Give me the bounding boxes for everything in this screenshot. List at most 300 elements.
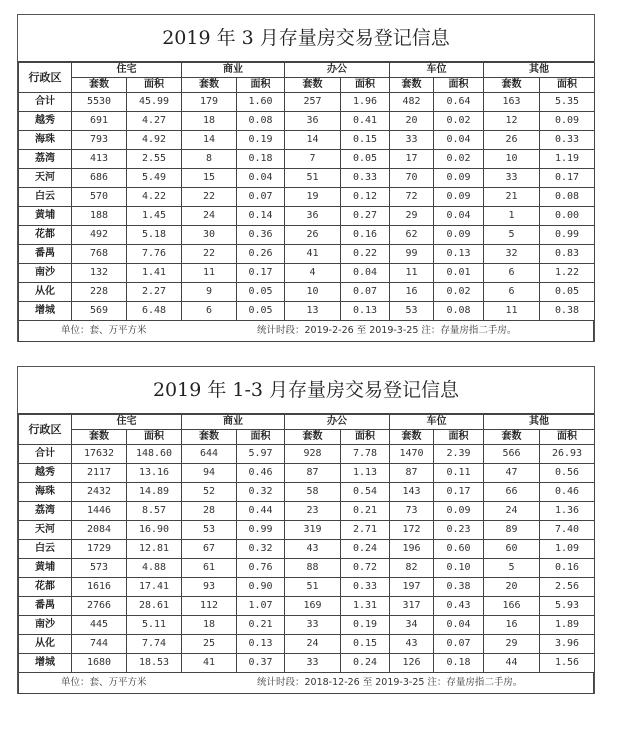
count-cell: 1 [484, 207, 540, 226]
area-cell: 0.00 [540, 207, 595, 226]
count-cell: 61 [182, 559, 237, 578]
count-cell: 87 [390, 464, 434, 483]
count-cell: 41 [285, 245, 341, 264]
area-cell: 7.74 [127, 635, 182, 654]
area-cell: 0.15 [341, 635, 390, 654]
count-cell: 126 [390, 654, 434, 673]
count-cell: 5 [484, 559, 540, 578]
count-cell: 93 [182, 578, 237, 597]
area-cell: 0.13 [237, 635, 285, 654]
area-cell: 0.46 [540, 483, 595, 502]
area-cell: 0.90 [237, 578, 285, 597]
count-cell: 26 [285, 226, 341, 245]
table-title: 2019 年 3 月存量房交易登记信息 [18, 15, 594, 62]
count-cell: 33 [390, 131, 434, 150]
area-cell: 1.07 [237, 597, 285, 616]
region-name: 荔湾 [19, 502, 72, 521]
area-cell: 5.35 [540, 93, 595, 112]
area-cell: 0.54 [341, 483, 390, 502]
count-cell: 1616 [72, 578, 127, 597]
area-cell: 1.60 [237, 93, 285, 112]
area-cell: 0.12 [341, 188, 390, 207]
area-cell: 0.05 [237, 283, 285, 302]
count-cell: 14 [182, 131, 237, 150]
count-column-header: 套数 [484, 78, 540, 93]
count-cell: 88 [285, 559, 341, 578]
count-cell: 36 [285, 207, 341, 226]
area-cell: 0.43 [434, 597, 484, 616]
count-column-header: 套数 [182, 430, 237, 445]
quarterly-transaction-table [18, 414, 595, 673]
count-cell: 11 [390, 264, 434, 283]
area-cell: 0.32 [237, 483, 285, 502]
region-name: 花都 [19, 226, 72, 245]
area-cell: 5.11 [127, 616, 182, 635]
count-cell: 43 [285, 540, 341, 559]
area-cell: 0.04 [341, 264, 390, 283]
count-cell: 18 [182, 616, 237, 635]
count-cell: 22 [182, 188, 237, 207]
area-cell: 0.14 [237, 207, 285, 226]
count-cell: 44 [484, 654, 540, 673]
region-name: 荔湾 [19, 150, 72, 169]
area-cell: 0.17 [237, 264, 285, 283]
count-cell: 228 [72, 283, 127, 302]
count-cell: 793 [72, 131, 127, 150]
area-cell: 0.07 [341, 283, 390, 302]
area-cell: 6.48 [127, 302, 182, 321]
region-name: 海珠 [19, 131, 72, 150]
area-cell: 28.61 [127, 597, 182, 616]
area-cell: 0.09 [434, 188, 484, 207]
count-cell: 23 [285, 502, 341, 521]
area-cell: 5.49 [127, 169, 182, 188]
area-column-header: 面积 [127, 78, 182, 93]
area-cell: 1.22 [540, 264, 595, 283]
area-cell: 8.57 [127, 502, 182, 521]
count-cell: 112 [182, 597, 237, 616]
area-cell: 0.10 [434, 559, 484, 578]
count-cell: 34 [390, 616, 434, 635]
table-row [19, 445, 595, 464]
region-name: 番禺 [19, 597, 72, 616]
area-cell: 0.41 [341, 112, 390, 131]
count-cell: 482 [390, 93, 434, 112]
region-name: 南沙 [19, 616, 72, 635]
count-cell: 47 [484, 464, 540, 483]
count-cell: 16 [484, 616, 540, 635]
count-cell: 25 [182, 635, 237, 654]
count-column-header: 套数 [390, 430, 434, 445]
count-cell: 566 [484, 445, 540, 464]
count-cell: 928 [285, 445, 341, 464]
region-name: 花都 [19, 578, 72, 597]
area-cell: 5.18 [127, 226, 182, 245]
area-cell: 0.01 [434, 264, 484, 283]
count-cell: 58 [285, 483, 341, 502]
count-cell: 11 [484, 302, 540, 321]
table-row [19, 559, 595, 578]
count-cell: 94 [182, 464, 237, 483]
count-cell: 744 [72, 635, 127, 654]
period-note: 统计时段：2018-12-26 至 2019-3-25 注：存量房指二手房。 [257, 677, 523, 688]
unit-note: 单位：套、万平方米 [61, 677, 147, 688]
table-row [19, 112, 595, 131]
region-name: 合计 [19, 445, 72, 464]
count-cell: 163 [484, 93, 540, 112]
count-cell: 445 [72, 616, 127, 635]
area-cell: 2.27 [127, 283, 182, 302]
area-cell: 0.04 [434, 131, 484, 150]
count-cell: 691 [72, 112, 127, 131]
count-cell: 2084 [72, 521, 127, 540]
count-cell: 768 [72, 245, 127, 264]
table-row [19, 283, 595, 302]
count-cell: 24 [285, 635, 341, 654]
table-row [19, 635, 595, 654]
area-cell: 2.71 [341, 521, 390, 540]
count-cell: 17632 [72, 445, 127, 464]
table-row [19, 521, 595, 540]
area-cell: 0.26 [237, 245, 285, 264]
area-cell: 1.89 [540, 616, 595, 635]
area-cell: 18.53 [127, 654, 182, 673]
region-name: 黄埔 [19, 207, 72, 226]
area-cell: 45.99 [127, 93, 182, 112]
count-cell: 644 [182, 445, 237, 464]
region-name: 天河 [19, 521, 72, 540]
count-cell: 686 [72, 169, 127, 188]
area-cell: 0.05 [540, 283, 595, 302]
count-cell: 22 [182, 245, 237, 264]
count-cell: 196 [390, 540, 434, 559]
table-footer [18, 321, 594, 342]
count-cell: 257 [285, 93, 341, 112]
table-row [19, 93, 595, 112]
count-column-header: 套数 [285, 430, 341, 445]
area-cell: 0.07 [434, 635, 484, 654]
count-cell: 28 [182, 502, 237, 521]
area-cell: 0.32 [237, 540, 285, 559]
table-row [19, 226, 595, 245]
area-cell: 0.19 [341, 616, 390, 635]
table-row [19, 464, 595, 483]
monthly-transaction-table [18, 62, 595, 321]
area-cell: 0.27 [341, 207, 390, 226]
area-column-header: 面积 [540, 78, 595, 93]
count-cell: 17 [390, 150, 434, 169]
area-cell: 1.56 [540, 654, 595, 673]
count-cell: 33 [285, 616, 341, 635]
count-cell: 21 [484, 188, 540, 207]
area-cell: 0.09 [434, 169, 484, 188]
count-cell: 1729 [72, 540, 127, 559]
count-cell: 9 [182, 283, 237, 302]
count-cell: 41 [182, 654, 237, 673]
table-row [19, 131, 595, 150]
area-cell: 0.08 [237, 112, 285, 131]
column-group-header: 办公 [285, 415, 390, 430]
area-cell: 0.21 [341, 502, 390, 521]
area-cell: 1.19 [540, 150, 595, 169]
count-cell: 143 [390, 483, 434, 502]
unit-note: 单位：套、万平方米 [61, 325, 147, 336]
count-cell: 317 [390, 597, 434, 616]
area-cell: 0.64 [434, 93, 484, 112]
count-cell: 197 [390, 578, 434, 597]
area-cell: 0.19 [237, 131, 285, 150]
region-name: 从化 [19, 283, 72, 302]
area-cell: 2.56 [540, 578, 595, 597]
table-row [19, 302, 595, 321]
count-cell: 172 [390, 521, 434, 540]
column-group-header: 其他 [484, 415, 595, 430]
area-cell: 1.31 [341, 597, 390, 616]
count-cell: 66 [484, 483, 540, 502]
area-cell: 0.72 [341, 559, 390, 578]
area-cell: 4.22 [127, 188, 182, 207]
area-cell: 7.40 [540, 521, 595, 540]
count-cell: 166 [484, 597, 540, 616]
area-cell: 0.24 [341, 654, 390, 673]
area-cell: 0.99 [237, 521, 285, 540]
area-cell: 0.16 [341, 226, 390, 245]
table-row [19, 502, 595, 521]
count-cell: 413 [72, 150, 127, 169]
area-cell: 14.89 [127, 483, 182, 502]
count-cell: 32 [484, 245, 540, 264]
area-cell: 0.18 [434, 654, 484, 673]
count-cell: 8 [182, 150, 237, 169]
area-cell: 16.90 [127, 521, 182, 540]
area-cell: 0.17 [434, 483, 484, 502]
count-cell: 1470 [390, 445, 434, 464]
area-cell: 13.16 [127, 464, 182, 483]
area-cell: 0.04 [237, 169, 285, 188]
area-cell: 0.36 [237, 226, 285, 245]
area-cell: 0.09 [540, 112, 595, 131]
area-cell: 0.33 [341, 169, 390, 188]
count-cell: 60 [484, 540, 540, 559]
count-cell: 569 [72, 302, 127, 321]
area-cell: 0.02 [434, 150, 484, 169]
count-column-header: 套数 [182, 78, 237, 93]
area-cell: 0.56 [540, 464, 595, 483]
count-cell: 6 [182, 302, 237, 321]
region-column-header: 行政区 [19, 63, 72, 93]
region-name: 越秀 [19, 464, 72, 483]
area-column-header: 面积 [434, 78, 484, 93]
count-cell: 99 [390, 245, 434, 264]
count-cell: 319 [285, 521, 341, 540]
area-cell: 0.05 [237, 302, 285, 321]
area-cell: 0.21 [237, 616, 285, 635]
table-row [19, 597, 595, 616]
area-cell: 0.99 [540, 226, 595, 245]
column-group-header: 住宅 [72, 415, 182, 430]
area-cell: 7.78 [341, 445, 390, 464]
count-cell: 51 [285, 169, 341, 188]
monthly-table-section [17, 14, 595, 342]
area-cell: 0.08 [434, 302, 484, 321]
table-row [19, 616, 595, 635]
area-cell: 0.33 [341, 578, 390, 597]
area-cell: 0.13 [434, 245, 484, 264]
area-cell: 0.09 [434, 226, 484, 245]
count-cell: 20 [390, 112, 434, 131]
count-column-header: 套数 [390, 78, 434, 93]
count-cell: 188 [72, 207, 127, 226]
area-cell: 0.16 [540, 559, 595, 578]
area-cell: 1.13 [341, 464, 390, 483]
count-cell: 6 [484, 283, 540, 302]
count-cell: 36 [285, 112, 341, 131]
area-column-header: 面积 [341, 78, 390, 93]
count-cell: 10 [285, 283, 341, 302]
count-cell: 169 [285, 597, 341, 616]
count-cell: 33 [484, 169, 540, 188]
count-cell: 19 [285, 188, 341, 207]
table-row [19, 245, 595, 264]
table-footer [18, 673, 594, 694]
area-column-header: 面积 [237, 78, 285, 93]
area-cell: 0.22 [341, 245, 390, 264]
count-cell: 492 [72, 226, 127, 245]
area-cell: 0.17 [540, 169, 595, 188]
count-cell: 2117 [72, 464, 127, 483]
area-cell: 0.11 [434, 464, 484, 483]
count-column-header: 套数 [72, 430, 127, 445]
area-cell: 0.44 [237, 502, 285, 521]
area-cell: 0.04 [434, 616, 484, 635]
area-cell: 12.81 [127, 540, 182, 559]
area-cell: 4.92 [127, 131, 182, 150]
region-name: 白云 [19, 188, 72, 207]
area-cell: 26.93 [540, 445, 595, 464]
count-cell: 179 [182, 93, 237, 112]
count-cell: 29 [390, 207, 434, 226]
region-name: 天河 [19, 169, 72, 188]
area-cell: 0.38 [434, 578, 484, 597]
count-cell: 573 [72, 559, 127, 578]
count-cell: 5 [484, 226, 540, 245]
area-cell: 2.39 [434, 445, 484, 464]
column-group-header: 办公 [285, 63, 390, 78]
count-cell: 24 [182, 207, 237, 226]
area-cell: 148.60 [127, 445, 182, 464]
count-cell: 13 [285, 302, 341, 321]
area-column-header: 面积 [341, 430, 390, 445]
area-cell: 0.05 [341, 150, 390, 169]
region-name: 白云 [19, 540, 72, 559]
region-name: 黄埔 [19, 559, 72, 578]
count-cell: 70 [390, 169, 434, 188]
count-cell: 87 [285, 464, 341, 483]
area-cell: 0.76 [237, 559, 285, 578]
count-cell: 82 [390, 559, 434, 578]
column-group-header: 商业 [182, 63, 285, 78]
count-cell: 10 [484, 150, 540, 169]
area-column-header: 面积 [237, 430, 285, 445]
count-cell: 2766 [72, 597, 127, 616]
area-cell: 4.27 [127, 112, 182, 131]
count-cell: 20 [484, 578, 540, 597]
area-cell: 0.02 [434, 283, 484, 302]
area-cell: 0.46 [237, 464, 285, 483]
area-cell: 1.96 [341, 93, 390, 112]
area-cell: 0.09 [434, 502, 484, 521]
count-cell: 33 [285, 654, 341, 673]
count-cell: 24 [484, 502, 540, 521]
table-row [19, 483, 595, 502]
area-cell: 0.08 [540, 188, 595, 207]
area-cell: 0.24 [341, 540, 390, 559]
table-row [19, 188, 595, 207]
column-group-header: 住宅 [72, 63, 182, 78]
area-column-header: 面积 [127, 430, 182, 445]
region-name: 海珠 [19, 483, 72, 502]
column-group-header: 车位 [390, 63, 484, 78]
count-cell: 1446 [72, 502, 127, 521]
table-row [19, 654, 595, 673]
period-note: 统计时段：2019-2-26 至 2019-3-25 注：存量房指二手房。 [257, 325, 517, 336]
count-cell: 53 [390, 302, 434, 321]
column-group-header: 商业 [182, 415, 285, 430]
count-cell: 6 [484, 264, 540, 283]
count-cell: 53 [182, 521, 237, 540]
area-cell: 0.83 [540, 245, 595, 264]
count-cell: 12 [484, 112, 540, 131]
table-row [19, 207, 595, 226]
count-cell: 4 [285, 264, 341, 283]
area-cell: 17.41 [127, 578, 182, 597]
table-row [19, 150, 595, 169]
area-cell: 1.45 [127, 207, 182, 226]
area-cell: 0.37 [237, 654, 285, 673]
count-cell: 570 [72, 188, 127, 207]
table-title: 2019 年 1-3 月存量房交易登记信息 [18, 367, 594, 414]
count-cell: 11 [182, 264, 237, 283]
count-column-header: 套数 [484, 430, 540, 445]
area-cell: 3.96 [540, 635, 595, 654]
area-cell: 0.38 [540, 302, 595, 321]
count-cell: 73 [390, 502, 434, 521]
column-group-header: 其他 [484, 63, 595, 78]
area-column-header: 面积 [434, 430, 484, 445]
count-cell: 26 [484, 131, 540, 150]
count-cell: 72 [390, 188, 434, 207]
count-cell: 5530 [72, 93, 127, 112]
count-cell: 43 [390, 635, 434, 654]
count-column-header: 套数 [72, 78, 127, 93]
area-cell: 0.33 [540, 131, 595, 150]
count-cell: 67 [182, 540, 237, 559]
count-column-header: 套数 [285, 78, 341, 93]
table-row [19, 264, 595, 283]
quarterly-table-section [17, 366, 595, 694]
region-name: 番禺 [19, 245, 72, 264]
area-cell: 1.41 [127, 264, 182, 283]
count-cell: 89 [484, 521, 540, 540]
count-cell: 1680 [72, 654, 127, 673]
area-cell: 0.04 [434, 207, 484, 226]
count-cell: 132 [72, 264, 127, 283]
region-name: 从化 [19, 635, 72, 654]
area-cell: 0.60 [434, 540, 484, 559]
area-cell: 5.93 [540, 597, 595, 616]
area-cell: 4.88 [127, 559, 182, 578]
count-cell: 62 [390, 226, 434, 245]
